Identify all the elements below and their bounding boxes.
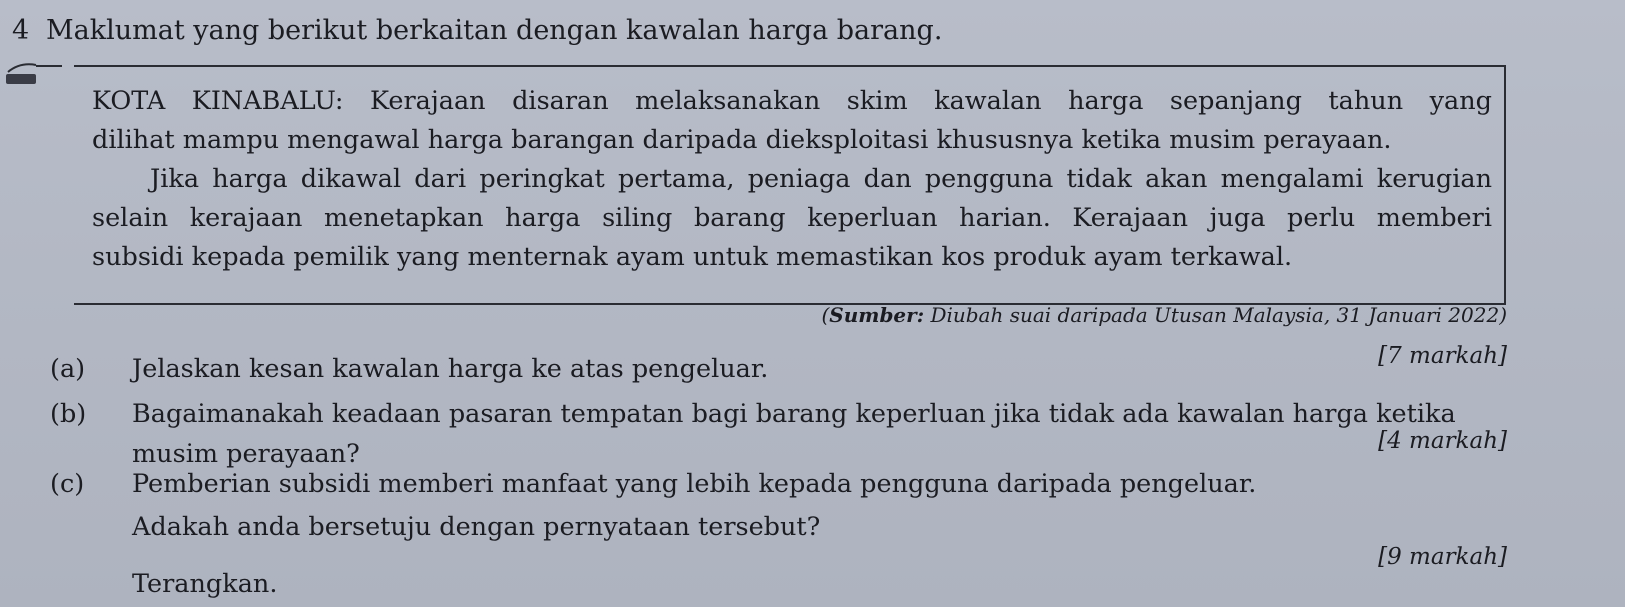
question-intro: Maklumat yang berikut berkaitan dengan kawalan harga barang.	[46, 15, 943, 46]
part-a-label: (a)	[50, 354, 86, 384]
source-text: Diubah suai daripada Utusan Malaysia, 31 Januari 2022)	[930, 303, 1507, 327]
part-c-marks: [9 markah]	[1378, 544, 1507, 570]
question-header	[12, 14, 942, 48]
source-open-paren: (	[821, 303, 830, 327]
part-b-label: (b)	[50, 399, 87, 429]
source-label: Sumber:	[829, 303, 925, 327]
part-b-line-1: Bagaimanakah keadaan pasaran tempatan bagi barang keperluan jika tidak ada kawalan harga ketika	[132, 399, 1456, 429]
part-a-marks: [7 markah]	[1378, 343, 1507, 369]
part-c-label: (c)	[50, 469, 85, 499]
article-line-2: dilihat mampu mengawal harga barangan daripada dieksploitasi khususnya ketika musim perayaan.	[92, 125, 1392, 155]
article-line-4: selain kerajaan menetapkan harga siling barang keperluan harian. Kerajaan juga perlu memberi	[92, 203, 1492, 233]
part-c-line-2: Adakah anda bersetuju dengan pernyataan tersebut?	[132, 512, 821, 542]
part-c-line-3: Terangkan.	[132, 569, 278, 599]
article-text	[92, 82, 1492, 277]
part-b-marks: [4 markah]	[1378, 428, 1507, 454]
article-line-3: Jika harga dikawal dari peringkat pertama, peniaga dan pengguna tidak akan mengalami kerugian	[150, 164, 1492, 194]
article-source	[821, 303, 1507, 327]
part-b-line-2: musim perayaan?	[132, 439, 360, 469]
article-line-1: KOTA KINABALU: Kerajaan disaran melaksanakan skim kawalan harga sepanjang tahun yang	[92, 86, 1492, 116]
question-number: 4	[12, 15, 30, 46]
part-c	[0, 467, 1625, 597]
article-line-5: subsidi kepada pemilik yang menternak ayam untuk memastikan kos produk ayam terkawal.	[92, 242, 1293, 272]
part-c-line-1: Pemberian subsidi memberi manfaat yang lebih kepada pengguna daripada pengeluar.	[132, 469, 1257, 499]
part-a-line-1: Jelaskan kesan kawalan harga ke atas pengeluar.	[132, 354, 769, 384]
corner-stamp-mark	[2, 58, 62, 96]
